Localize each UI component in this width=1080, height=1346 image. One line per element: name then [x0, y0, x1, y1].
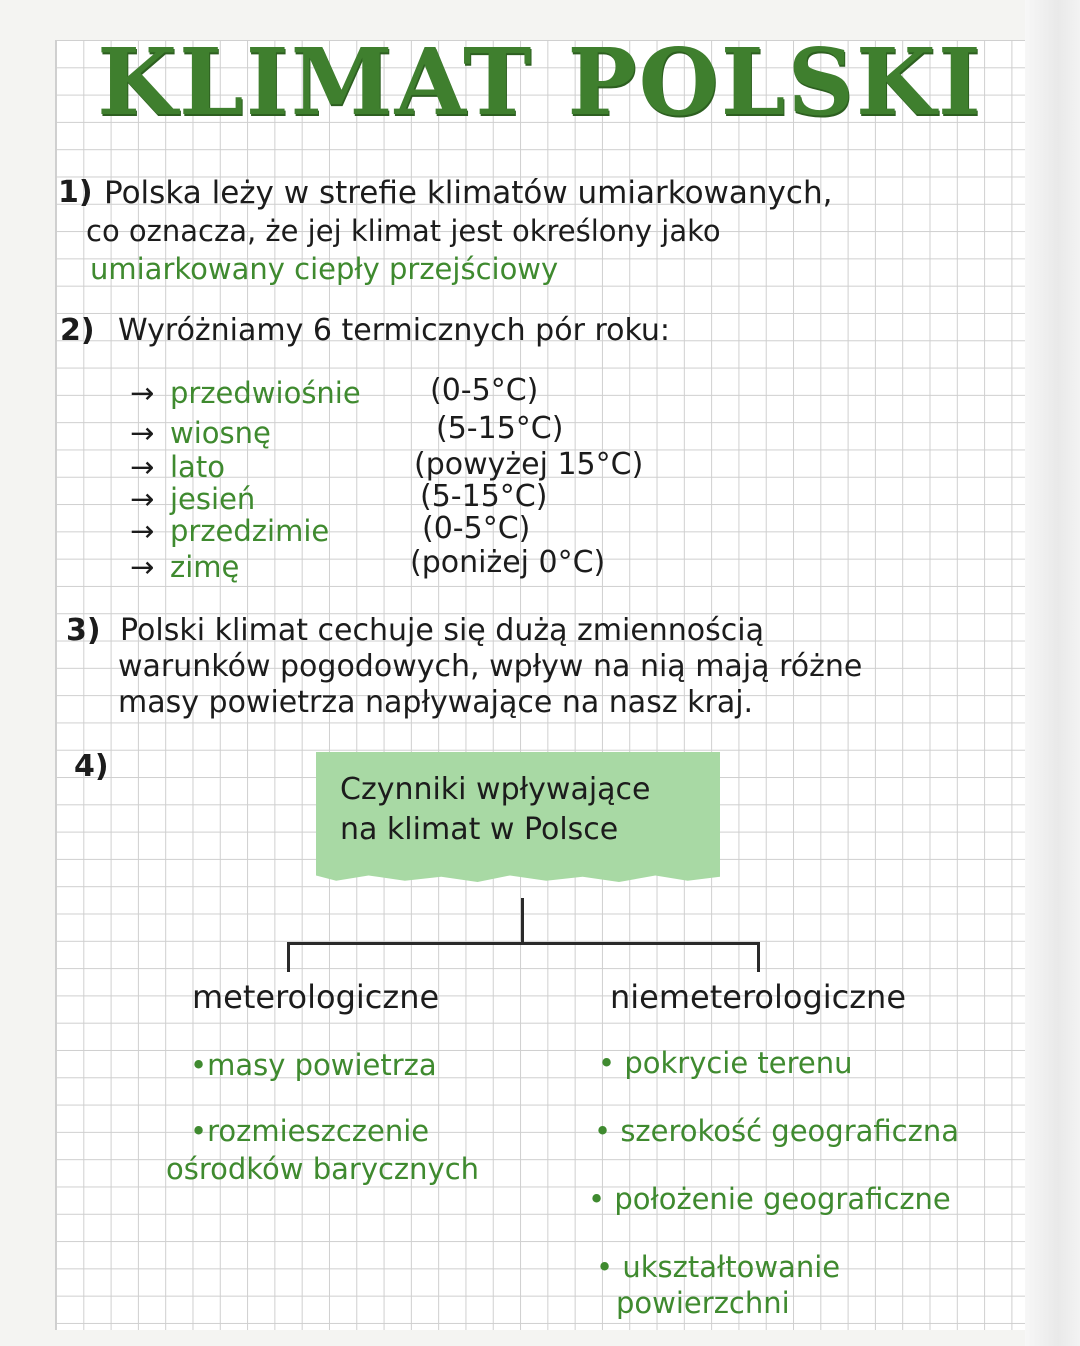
- section3-number: 3): [66, 613, 101, 648]
- season-row: [130, 514, 329, 546]
- season-row: [130, 550, 239, 582]
- arrow-icon: →: [130, 550, 155, 584]
- season-row: [130, 416, 271, 448]
- right-item: • szerokość geograficzna: [594, 1114, 959, 1148]
- factors-box-label: Czynniki wpływające na klimat w Polsce: [340, 772, 651, 847]
- section2-intro: Wyróżniamy 6 termicznych pór roku:: [118, 313, 671, 348]
- season-temp: (5-15°C): [436, 411, 564, 446]
- right-item: powierzchni: [616, 1286, 790, 1320]
- left-item: ośrodków barycznych: [166, 1152, 480, 1186]
- season-name: przedwiośnie: [170, 376, 361, 410]
- right-item: • ukształtowanie: [596, 1250, 841, 1284]
- arrow-icon: →: [130, 376, 155, 410]
- season-name: wiosnę: [170, 416, 271, 450]
- right-branch-title: niemeterologiczne: [610, 978, 907, 1016]
- season-temp: (5-15°C): [420, 479, 548, 514]
- section4-number: 4): [74, 749, 109, 784]
- season-temp: (powyżej 15°C): [414, 447, 644, 482]
- season-temp: (poniżej 0°C): [410, 545, 606, 580]
- section1-line2: co oznacza, że jej klimat jest określony jako: [86, 214, 721, 248]
- season-temp: (0-5°C): [430, 373, 539, 408]
- section1-highlight: umiarkowany ciepły przejściowy: [90, 252, 559, 286]
- section1-number: 1): [58, 175, 93, 210]
- arrow-icon: →: [130, 482, 155, 516]
- page-edge-shadow: [1025, 0, 1080, 1346]
- left-branch-title: meterologiczne: [192, 978, 440, 1016]
- tree-right-drop: [757, 942, 760, 972]
- tree-left-drop: [287, 942, 290, 972]
- tree-stem: [521, 898, 524, 944]
- season-name: przedzimie: [170, 514, 330, 548]
- section3-line2: warunków pogodowych, wpływ na nią mają różne: [118, 649, 863, 684]
- section2-number: 2): [60, 313, 95, 348]
- section3-line1: Polski klimat cechuje się dużą zmiennością: [120, 613, 765, 648]
- arrow-icon: →: [130, 416, 155, 450]
- left-item: •rozmieszczenie: [190, 1114, 430, 1148]
- right-item: • położenie geograficzne: [588, 1182, 951, 1216]
- right-item: • pokrycie terenu: [598, 1046, 853, 1080]
- season-name: jesień: [170, 482, 256, 516]
- season-name: zimę: [170, 550, 240, 584]
- season-name: lato: [170, 450, 225, 484]
- season-temp: (0-5°C): [422, 511, 531, 546]
- season-row: [130, 450, 225, 482]
- arrow-icon: →: [130, 514, 155, 548]
- season-row: [130, 482, 255, 514]
- left-item: •masy powietrza: [190, 1048, 437, 1082]
- season-row: [130, 376, 361, 408]
- section1-line1: Polska leży w strefie klimatów umiarkowanych,: [104, 175, 833, 211]
- arrow-icon: →: [130, 450, 155, 484]
- section3-line3: masy powietrza napływające na nasz kraj.: [118, 685, 754, 720]
- page-title: KLIMAT POLSKI: [97, 28, 983, 136]
- tree-branch: [287, 942, 760, 945]
